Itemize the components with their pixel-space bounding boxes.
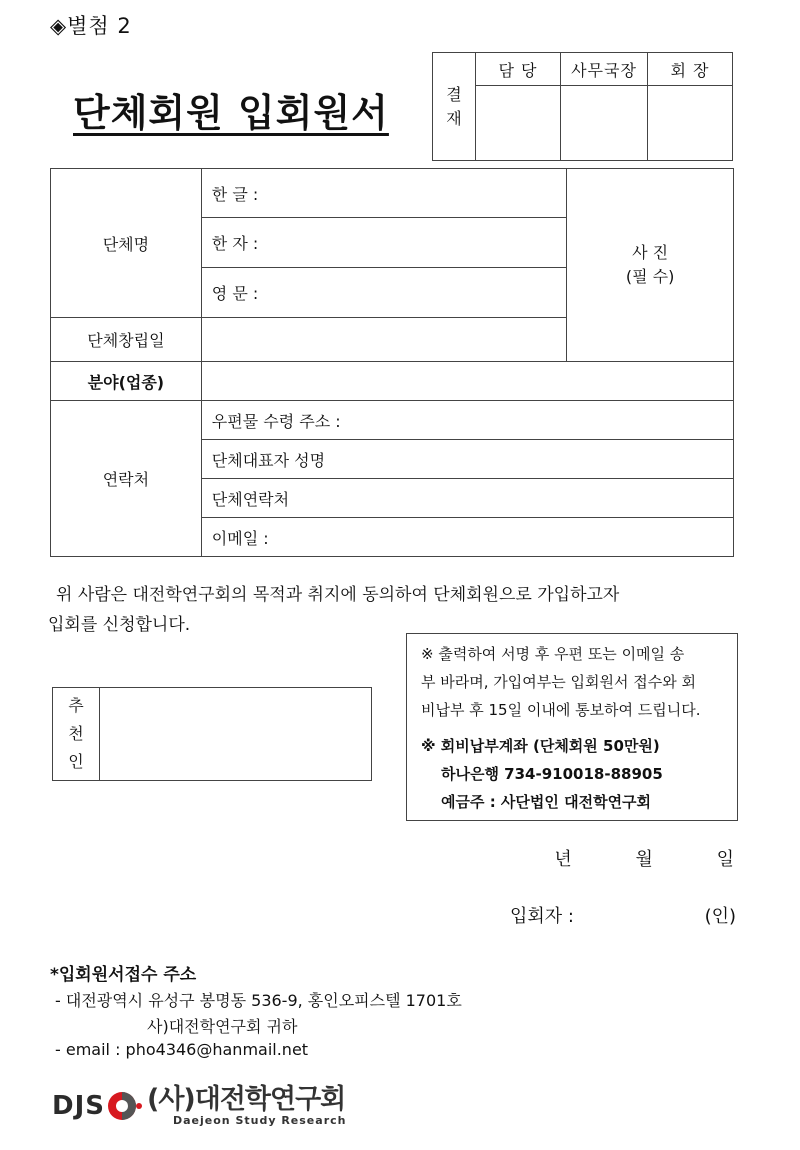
approval-col-president: 회 장 (648, 53, 733, 86)
approval-sign-president[interactable] (648, 86, 733, 161)
photo-required-note: (필 수) (625, 267, 675, 286)
org-logo (52, 1077, 346, 1135)
group-name-english-field[interactable]: 영 문 : (201, 268, 566, 318)
notice-line-3: 비납부 후 15일 이내에 통보하여 드립니다. (421, 701, 701, 719)
notice-line-2: 부 바라며, 가입여부는 입회원서 접수와 회 (421, 673, 696, 691)
logo-emblem-icon (105, 1086, 143, 1126)
submission-title: *입회원서접수 주소 (50, 965, 197, 985)
year-label: 년 (554, 849, 572, 870)
group-name-korean-field[interactable]: 한 글 : (201, 169, 566, 218)
applicant-line (510, 902, 736, 928)
recommender-box (52, 687, 372, 781)
declaration-line-2: 입회를 신청합니다. (48, 615, 191, 635)
application-form-table (50, 168, 734, 557)
applicant-label: 입회자 : (510, 906, 574, 927)
seal-label: (인) (704, 906, 736, 927)
approval-col-manager: 담 당 (476, 53, 561, 86)
submission-address-line-1: - 대전광역시 유성구 봉명동 536-9, 홍인오피스텔 1701호 (55, 991, 462, 1010)
approval-sign-manager[interactable] (476, 86, 561, 161)
submission-address-line-2: 사)대전학연구회 귀하 (147, 1017, 298, 1036)
month-label: 월 (635, 849, 653, 870)
day-label: 일 (716, 849, 734, 870)
mailing-address-field[interactable]: 우편물 수령 주소 : (201, 401, 733, 440)
declaration (48, 580, 619, 640)
group-name-label: 단체명 (51, 169, 202, 318)
logo-letters: DJS (52, 1091, 105, 1121)
attachment-label: ◈별첨 2 (50, 14, 132, 38)
founding-date-label: 단체창립일 (51, 318, 202, 362)
email-field[interactable]: 이메일 : (201, 518, 733, 557)
photo-label: 사 진 (632, 243, 669, 262)
approval-label: 결 재 (433, 53, 476, 161)
field-input[interactable] (201, 362, 733, 401)
group-contact-field[interactable]: 단체연락처 (201, 479, 733, 518)
submission-email: - email : pho4346@hanmail.net (55, 1040, 309, 1059)
logo-english-name: Daejeon Study Research (172, 1113, 347, 1127)
account-title: ※ 회비납부계좌 (단체회원 50만원) (421, 737, 660, 755)
page-title: 단체회원 입회원서 (73, 91, 389, 135)
notice-line-1: ※ 출력하여 서명 후 우편 또는 이메일 송 (421, 645, 685, 663)
account-holder: 예금주 : 사단법인 대전학연구회 (441, 793, 652, 811)
recommender-field[interactable] (100, 688, 371, 780)
bank-account: 하나은행 734-910018-88905 (441, 765, 663, 783)
photo-box[interactable] (567, 169, 734, 362)
notice-box (406, 633, 738, 821)
contact-label: 연락처 (51, 401, 202, 557)
logo-org-name: (사)대전학연구회 (146, 1083, 346, 1115)
representative-name-field[interactable]: 단체대표자 성명 (201, 440, 733, 479)
declaration-line-1: 위 사람은 대전학연구회의 목적과 취지에 동의하여 단체회원으로 가입하고자 (56, 585, 620, 605)
recommender-label: 추 천 인 (53, 688, 100, 780)
approval-table (432, 52, 733, 161)
group-name-hanja-field[interactable]: 한 자 : (201, 218, 566, 268)
approval-sign-secretary-general[interactable] (561, 86, 648, 161)
founding-date-field[interactable] (201, 318, 566, 362)
approval-col-secretary-general: 사무국장 (561, 53, 648, 86)
field-label: 분야(업종) (51, 362, 202, 401)
date-line (554, 845, 734, 871)
